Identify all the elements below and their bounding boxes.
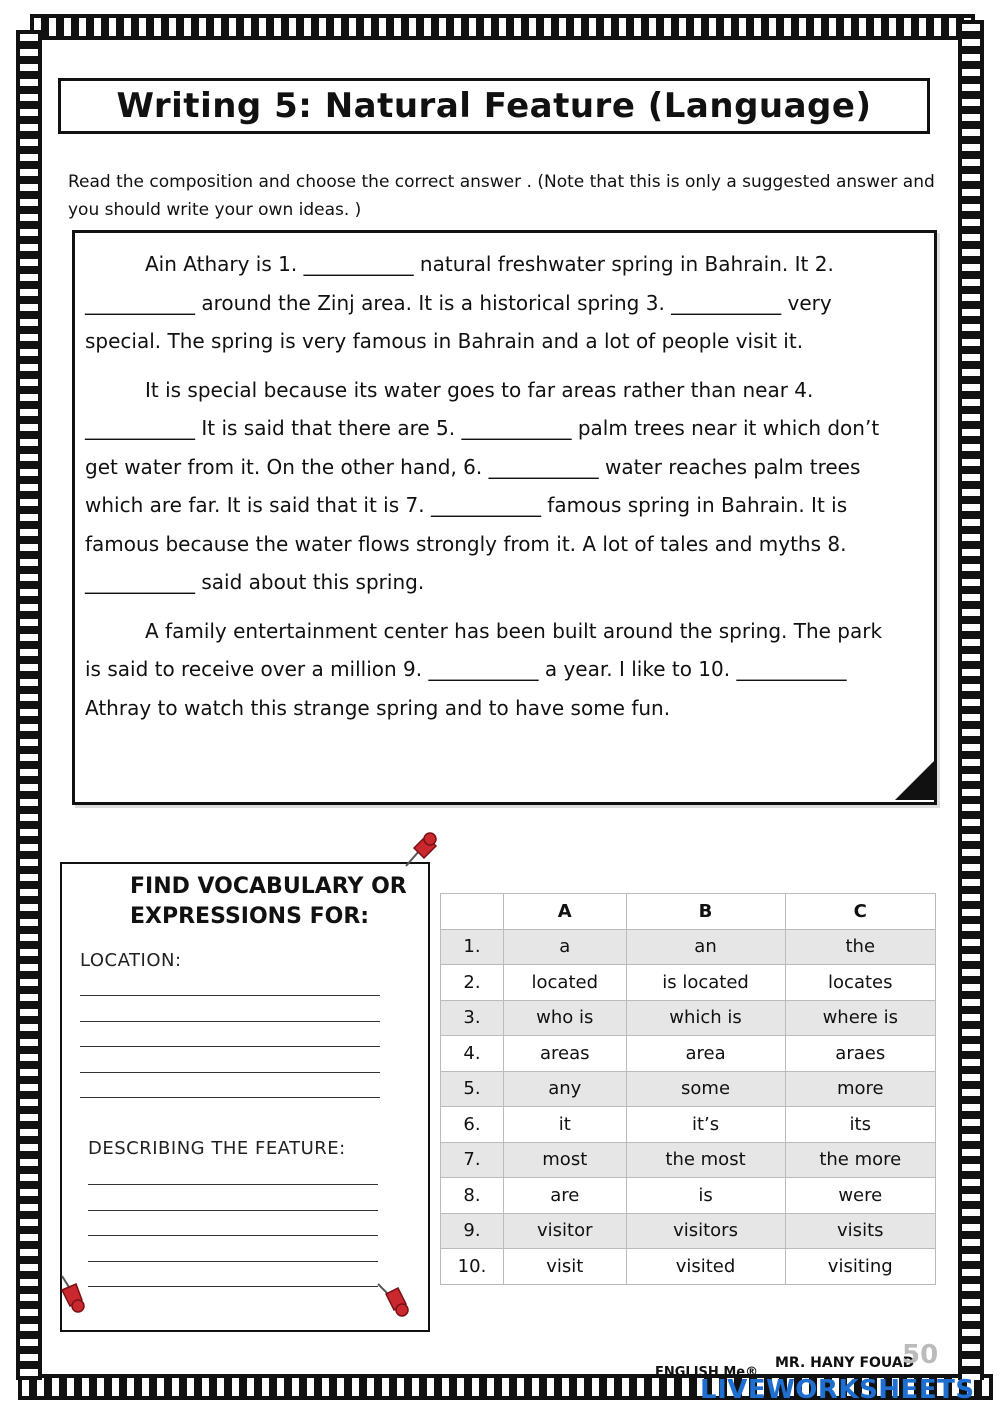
passage-paragraph-2: It is special because its water goes to far areas rather than near 4. ___________ It is said that there are 5. ___________ palm trees near it which don’t get water from it. On the other hand, 6. ___________ water reaches palm trees which are far. It is said that it is 7. ___________ famous spring in Bahrain. It is famous because the water flows strongly from it. A lot of tales and myths 8. ___________ said about this spring.: [85, 377, 880, 594]
option-b[interactable]: is: [626, 1178, 785, 1214]
row-number: 8.: [441, 1178, 504, 1214]
table-row: [441, 1178, 936, 1214]
location-line-2[interactable]: [80, 1021, 380, 1022]
row-number: 6.: [441, 1107, 504, 1143]
location-line-4[interactable]: [80, 1072, 380, 1073]
describing-line-3[interactable]: [88, 1235, 378, 1236]
option-a[interactable]: it: [504, 1107, 627, 1143]
option-c[interactable]: where is: [785, 1000, 935, 1036]
table-row: [441, 1213, 936, 1249]
option-c[interactable]: locates: [785, 965, 935, 1001]
option-b[interactable]: it’s: [626, 1107, 785, 1143]
table-header-row: [441, 894, 936, 930]
table-row: [441, 1000, 936, 1036]
table-row: [441, 929, 936, 965]
film-border-top: [30, 14, 975, 40]
page-title: Writing 5: Natural Feature (Language): [116, 86, 872, 126]
passage-paragraph-1: Ain Athary is 1. ___________ natural freshwater spring in Bahrain. It 2. ___________ around the Zinj area. It is a historical spring 3. ___________ very special. The spring is very famous in Bahrain and a lot of people visit it.: [85, 252, 834, 353]
option-c[interactable]: more: [785, 1071, 935, 1107]
table-header: [441, 894, 504, 930]
vocabulary-title: FIND VOCABULARY OR EXPRESSIONS FOR:: [130, 874, 407, 929]
table-row: [441, 1036, 936, 1072]
option-c[interactable]: the: [785, 929, 935, 965]
option-b[interactable]: an: [626, 929, 785, 965]
row-number: 5.: [441, 1071, 504, 1107]
option-c[interactable]: visiting: [785, 1249, 935, 1285]
option-b[interactable]: visitors: [626, 1213, 785, 1249]
title-banner: [58, 78, 930, 134]
row-number: 1.: [441, 929, 504, 965]
push-pin-icon: [372, 1278, 418, 1322]
option-a[interactable]: visit: [504, 1249, 627, 1285]
vocabulary-box: [60, 862, 430, 1332]
option-a[interactable]: who is: [504, 1000, 627, 1036]
option-c[interactable]: were: [785, 1178, 935, 1214]
option-b[interactable]: some: [626, 1071, 785, 1107]
option-b[interactable]: which is: [626, 1000, 785, 1036]
passage-box: [72, 230, 937, 805]
table-header: C: [785, 894, 935, 930]
option-c[interactable]: araes: [785, 1036, 935, 1072]
option-a[interactable]: any: [504, 1071, 627, 1107]
row-number: 3.: [441, 1000, 504, 1036]
row-number: 7.: [441, 1142, 504, 1178]
push-pin-icon: [398, 826, 444, 872]
option-b[interactable]: area: [626, 1036, 785, 1072]
location-line-3[interactable]: [80, 1046, 380, 1047]
page-curl-icon: [895, 760, 935, 800]
location-label: LOCATION:: [80, 950, 182, 971]
table-row: [441, 1107, 936, 1143]
describing-label: DESCRIBING THE FEATURE:: [88, 1138, 346, 1159]
describing-line-1[interactable]: [88, 1184, 378, 1185]
location-line-5[interactable]: [80, 1097, 380, 1098]
film-border-left: [16, 30, 42, 1380]
page-number: 50: [902, 1340, 939, 1370]
option-a[interactable]: a: [504, 929, 627, 965]
author-name: MR. HANY FOUAD: [775, 1355, 915, 1371]
describing-line-4[interactable]: [88, 1261, 378, 1262]
option-a[interactable]: visitor: [504, 1213, 627, 1249]
option-a[interactable]: most: [504, 1142, 627, 1178]
table-header: A: [504, 894, 627, 930]
option-b[interactable]: the most: [626, 1142, 785, 1178]
option-a[interactable]: areas: [504, 1036, 627, 1072]
row-number: 9.: [441, 1213, 504, 1249]
option-c[interactable]: visits: [785, 1213, 935, 1249]
table-row: [441, 1071, 936, 1107]
option-b[interactable]: is located: [626, 965, 785, 1001]
table-row: [441, 1249, 936, 1285]
row-number: 10.: [441, 1249, 504, 1285]
table-row: [441, 1142, 936, 1178]
row-number: 2.: [441, 965, 504, 1001]
table-row: [441, 965, 936, 1001]
location-line-1[interactable]: [80, 995, 380, 996]
instructions-text: Read the composition and choose the correct answer . (Note that this is only a suggested answer and you should write your own ideas. ): [68, 172, 935, 220]
option-c[interactable]: its: [785, 1107, 935, 1143]
push-pin-icon: [52, 1270, 96, 1316]
describing-line-5[interactable]: [88, 1286, 378, 1287]
passage-paragraph-3: A family entertainment center has been built around the spring. The park is said to receive over a million 9. ___________ a year. I like to 10. ___________ Athray to watch this strange spring and to have some fun.: [85, 618, 883, 720]
liveworksheets-watermark[interactable]: LIVEWORKSHEETS: [700, 1375, 975, 1405]
describing-line-2[interactable]: [88, 1210, 378, 1211]
option-b[interactable]: visited: [626, 1249, 785, 1285]
option-a[interactable]: are: [504, 1178, 627, 1214]
brand-logo: ENGLISH Me®: [655, 1365, 759, 1380]
option-c[interactable]: the more: [785, 1142, 935, 1178]
table-header: B: [626, 894, 785, 930]
row-number: 4.: [441, 1036, 504, 1072]
film-border-right: [958, 20, 984, 1380]
option-a[interactable]: located: [504, 965, 627, 1001]
answer-options-table: [440, 893, 936, 1285]
